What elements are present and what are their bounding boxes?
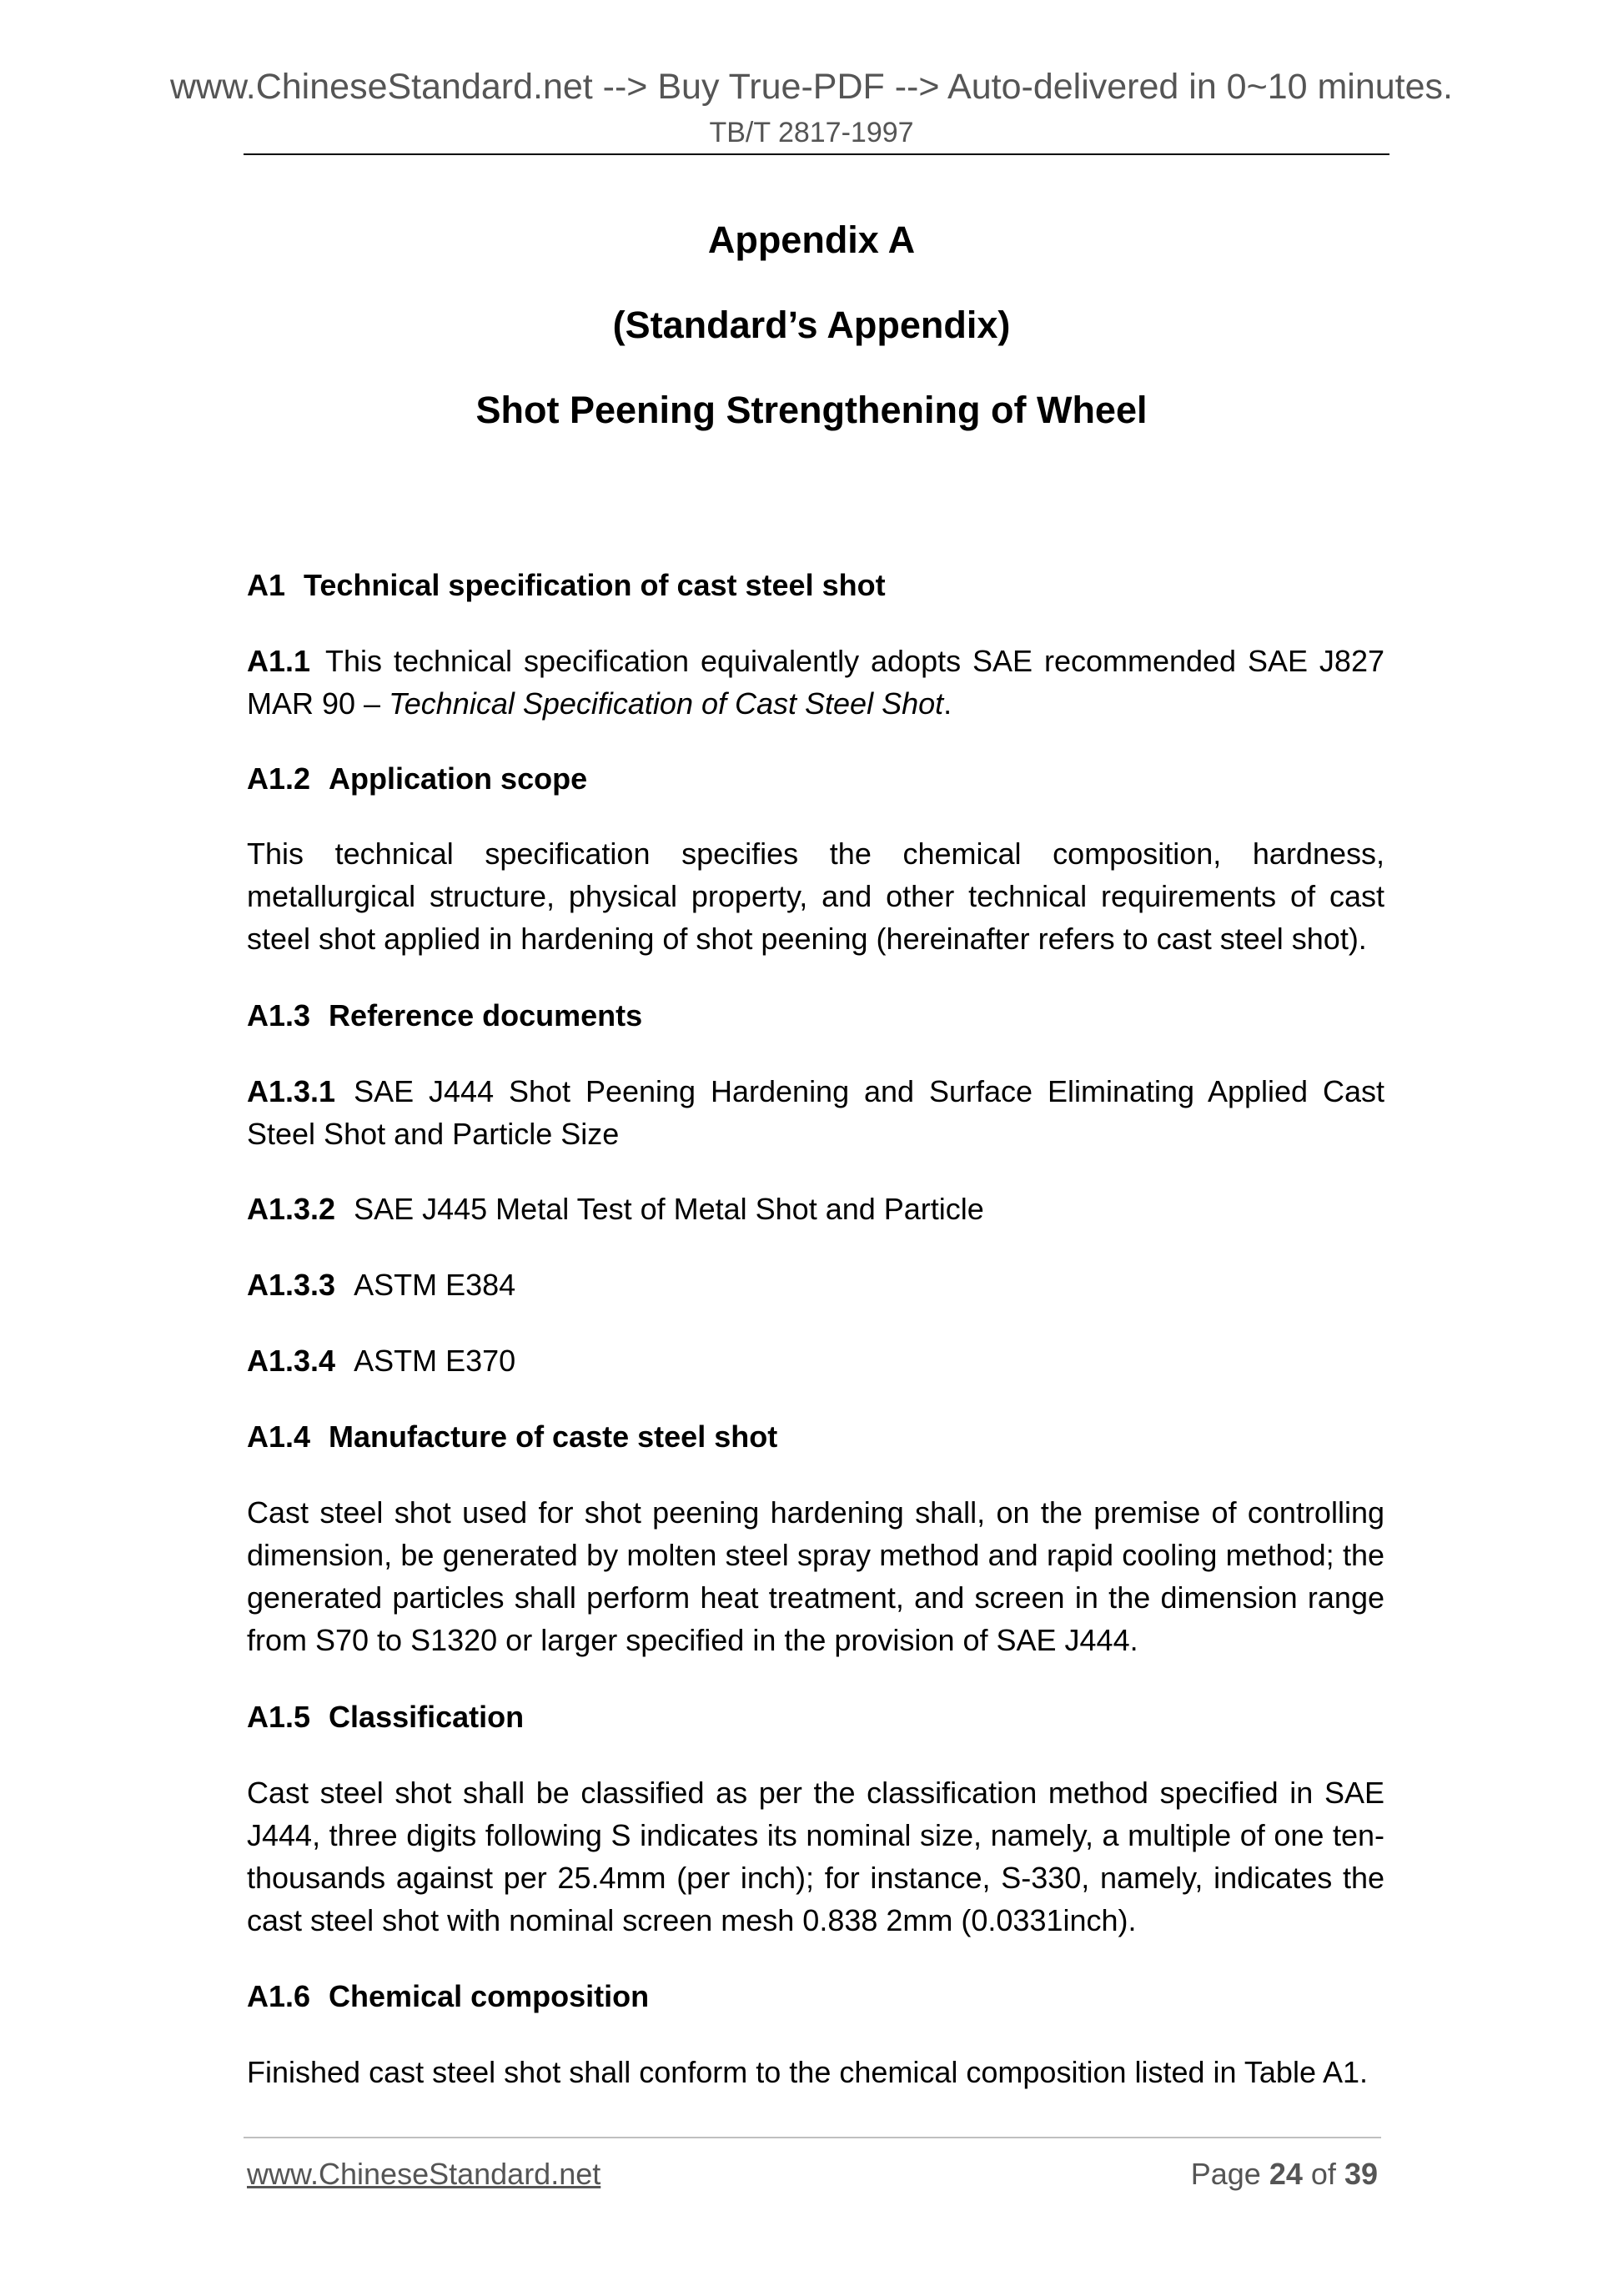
- standard-number: TB/T 2817-1997: [709, 117, 914, 148]
- section-number: A1.1: [247, 644, 311, 678]
- section-a1-heading: [247, 564, 1384, 606]
- section-a1-6-heading: [247, 1975, 1384, 2017]
- paragraph-end: .: [943, 686, 952, 721]
- section-title: Reference documents: [329, 998, 643, 1032]
- section-a1-2-body: This technical specification specifies the chemical composition, hardness, metallurgical structure, physical property, and other technical requirements of cast steel shot applied in hardening of shot peening (hereinafter refers to cast steel shot).: [247, 837, 1384, 956]
- footer-divider: [244, 2137, 1381, 2138]
- reference-text: SAE J444 Shot Peening Hardening and Surface Eliminating Applied Cast Steel Shot and Particle Size: [247, 1074, 1384, 1151]
- section-a1-4-body: Cast steel shot used for shot peening hardening shall, on the premise of controlling dimension, be generated by molten steel spray method and rapid cooling method; the generated particles shall perform heat treatment, and screen in the dimension range from S70 to S1320 or larger specified in the provision of SAE J444.: [247, 1495, 1384, 1657]
- page-word: Page: [1190, 2157, 1261, 2191]
- page-indicator: [1191, 2157, 1378, 2192]
- section-number: A1.3.2: [247, 1192, 336, 1226]
- section-a1-5-heading: [247, 1696, 1384, 1738]
- page-of: of: [1310, 2157, 1336, 2191]
- section-title: Technical specification of cast steel shot: [304, 568, 886, 602]
- section-a1-6-body: Finished cast steel shot shall conform to the chemical composition listed in Table A1.: [247, 2055, 1369, 2089]
- section-number: A1.3.4: [247, 1344, 336, 1378]
- section-a1-1: [247, 640, 1384, 725]
- document-title-italic: Technical Specification of Cast Steel Shot: [389, 686, 944, 721]
- appendix-heading: Shot Peening Strengthening of Wheel: [475, 389, 1148, 431]
- section-title: Manufacture of caste steel shot: [329, 1419, 778, 1454]
- section-title: Application scope: [329, 761, 588, 796]
- page-total: 39: [1344, 2157, 1378, 2191]
- section-number: A1.2: [247, 761, 311, 796]
- footer-site-link[interactable]: www.ChineseStandard.net: [247, 2157, 601, 2191]
- section-number: A1.5: [247, 1700, 311, 1734]
- section-a1-3-heading: [247, 994, 1384, 1037]
- section-a1-3-1: [247, 1070, 1384, 1155]
- section-number: A1.4: [247, 1419, 311, 1454]
- appendix-title: Appendix A: [707, 219, 916, 261]
- section-number: A1: [247, 568, 286, 602]
- section-a1-2-heading: [247, 757, 1384, 800]
- reference-text: ASTM E370: [354, 1344, 516, 1378]
- page-current: 24: [1269, 2157, 1303, 2191]
- appendix-subtitle: (Standard’s Appendix): [612, 304, 1011, 346]
- section-a1-3-2: [247, 1188, 1384, 1230]
- section-number: A1.3.1: [247, 1074, 336, 1108]
- section-number: A1.6: [247, 1979, 311, 2013]
- reference-text: ASTM E384: [354, 1268, 516, 1302]
- section-a1-3-3: [247, 1264, 1384, 1306]
- section-a1-5-body: Cast steel shot shall be classified as per the classification method specified in SAE J444, three digits following S indicates its nominal size, namely, a multiple of one ten-thousands against per 25.4mm (per inch); for instance, S-330, namely, indicates the cast steel shot with nominal screen mesh 0.838 2mm (0.0331inch).: [247, 1776, 1384, 1937]
- section-a1-4-heading: [247, 1415, 1384, 1458]
- section-number: A1.3: [247, 998, 311, 1032]
- paragraph-text: This technical specification equivalently adopts SAE recommended SAE J827 MAR 90 –: [247, 644, 1384, 721]
- top-banner: www.ChineseStandard.net --> Buy True-PDF --> Auto-delivered in 0~10 minutes.: [169, 67, 1453, 107]
- section-title: Classification: [329, 1700, 525, 1734]
- header-divider: [244, 153, 1389, 155]
- section-a1-3-4: [247, 1339, 1384, 1382]
- section-title: Chemical composition: [329, 1979, 650, 2013]
- reference-text: SAE J445 Metal Test of Metal Shot and Particle: [354, 1192, 984, 1226]
- section-number: A1.3.3: [247, 1268, 336, 1302]
